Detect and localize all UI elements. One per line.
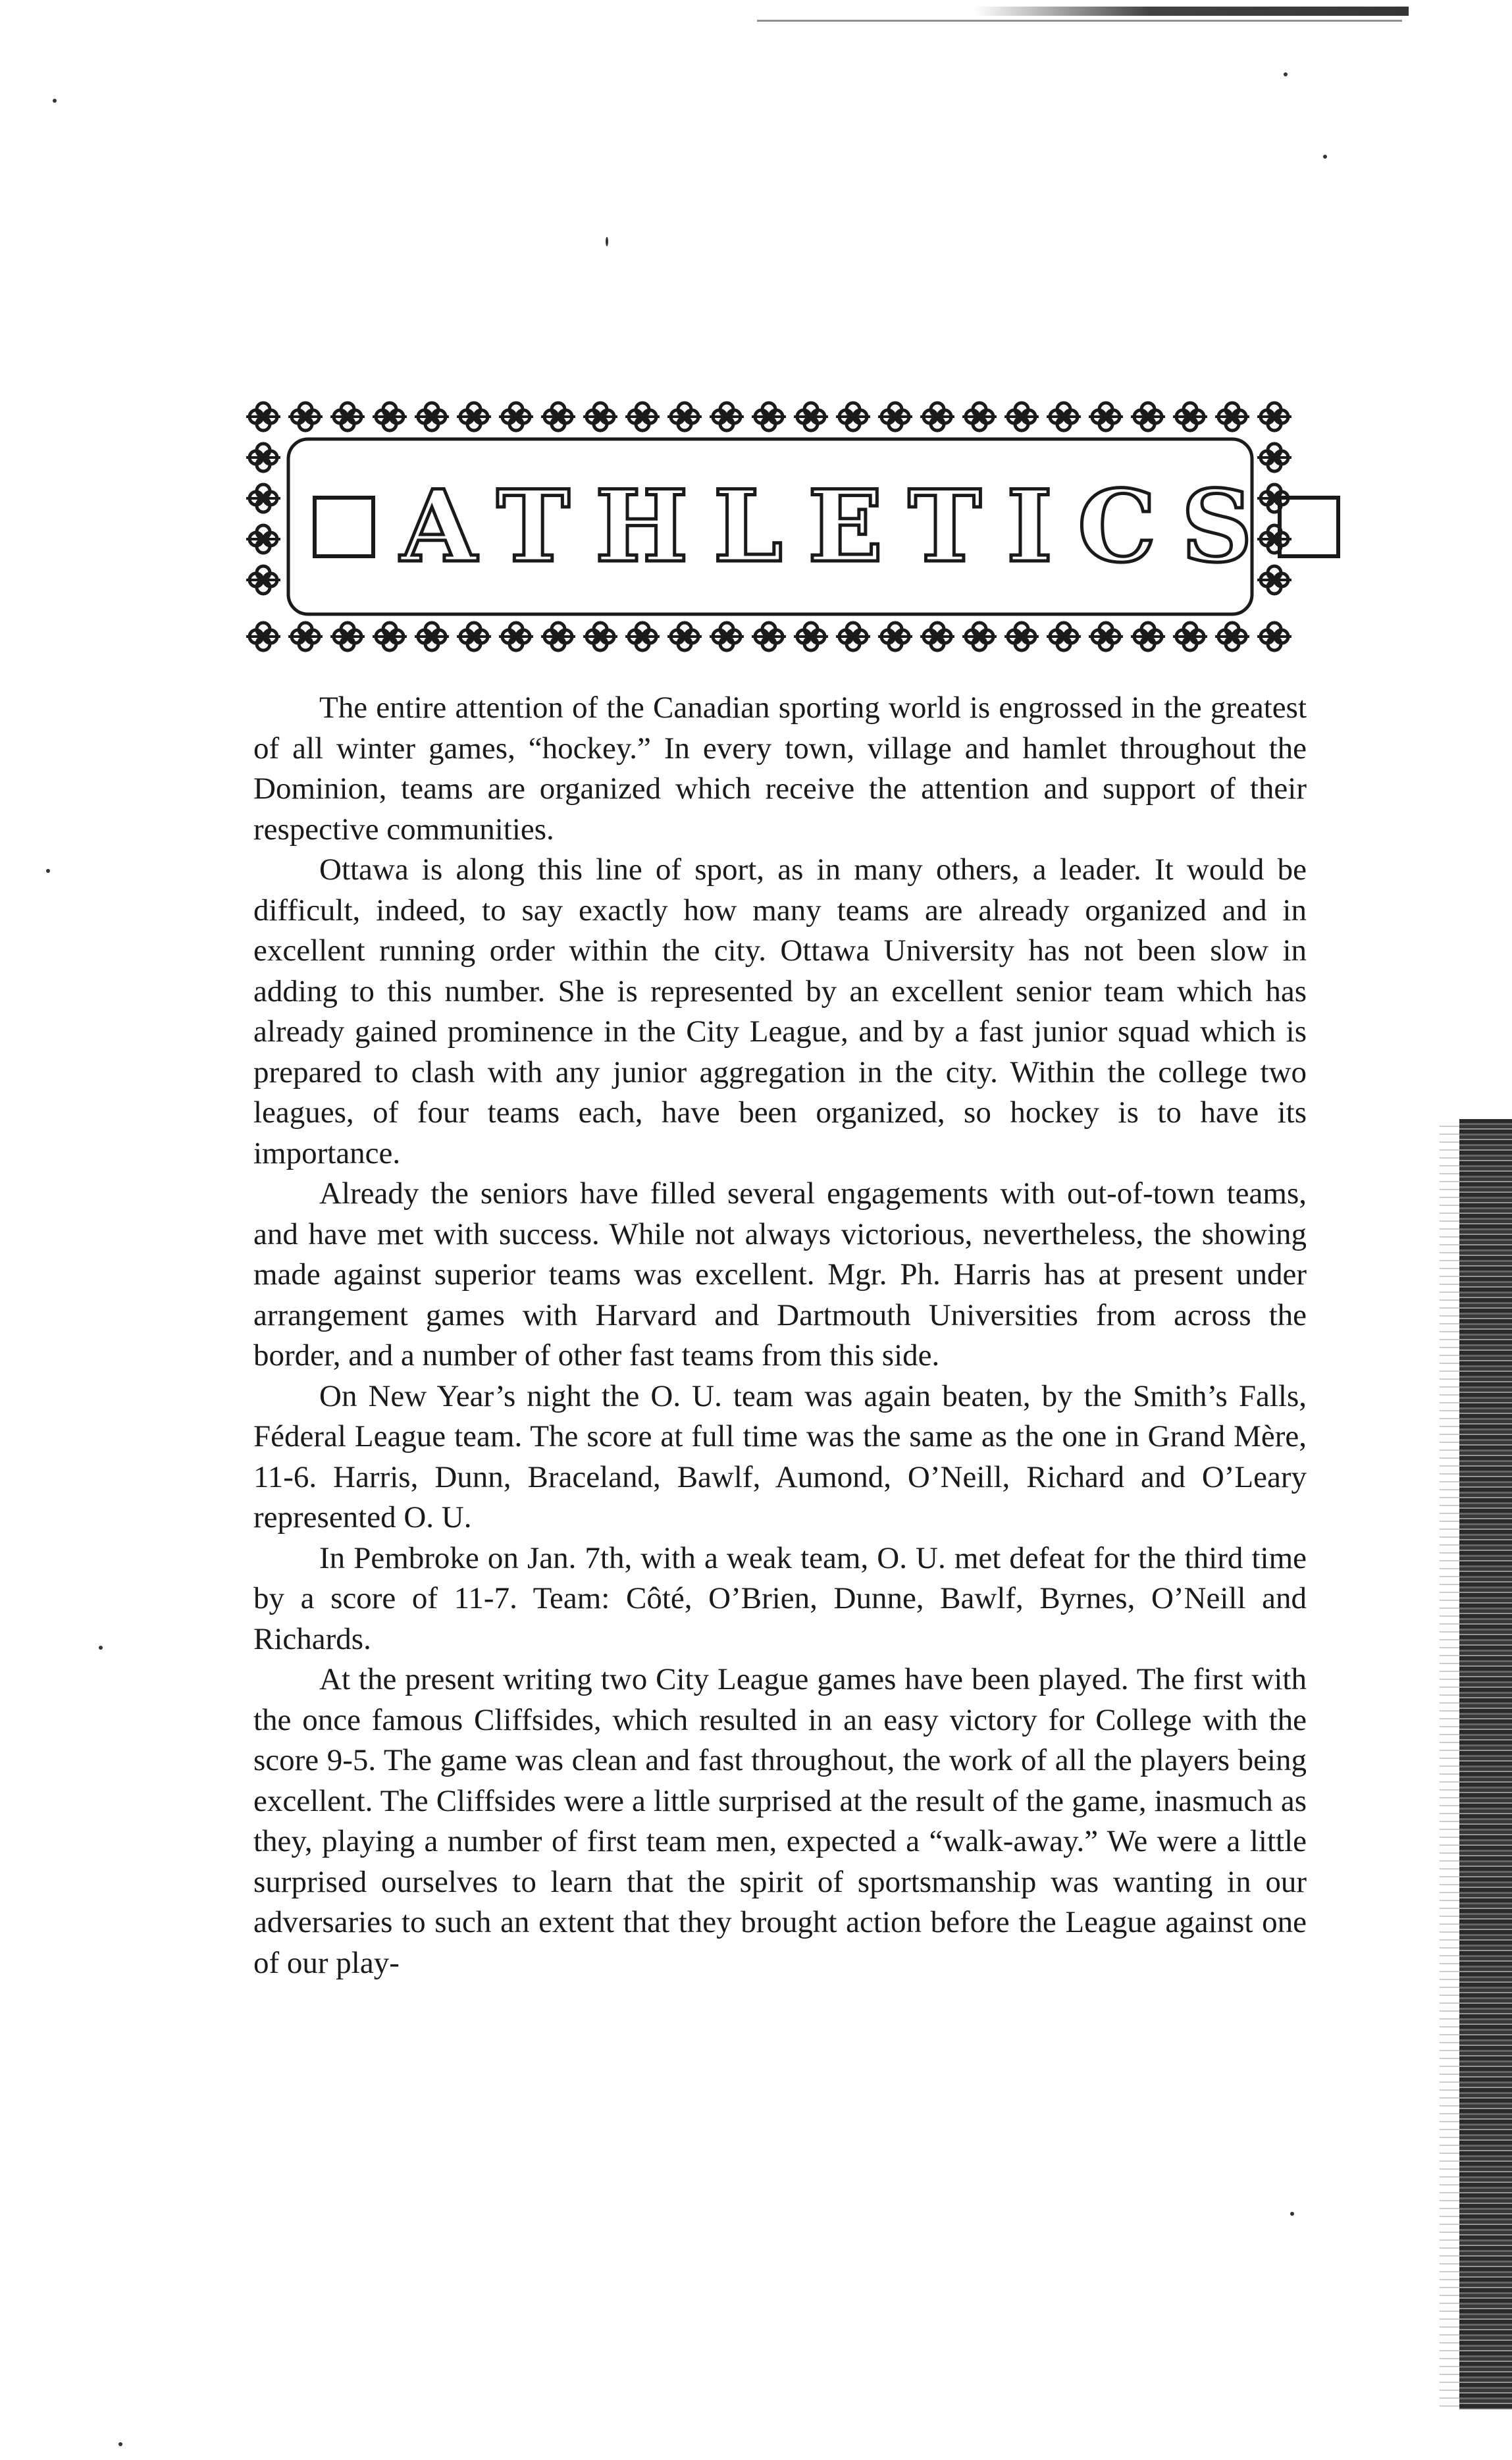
scan-speck [53, 99, 57, 103]
title-box-right-icon [1278, 496, 1340, 558]
paragraph: The entire attention of the Canadian sporting world is engrossed in the greatest of all winter games, “hockey.” In every town, village and hamlet throughout the Dominion, teams are organized which receive the attention and support of their respective communities. [253, 691, 1307, 847]
scan-speck [1290, 2212, 1294, 2216]
title-box-left-icon [313, 496, 375, 558]
scan-speck [99, 1646, 103, 1650]
header-title-row [313, 461, 1278, 592]
scan-speck [1323, 155, 1327, 159]
scan-streak-thin [757, 20, 1402, 22]
scan-streak [974, 7, 1409, 16]
article-body [253, 688, 1307, 1983]
paragraph: In Pembroke on Jan. 7th, with a weak team, O. U. met defeat for the third time by a score of 11-7. Team: Côté, O’Brien, Dunne, Bawlf, Byrnes, O’Neill and Richards. [253, 1540, 1307, 1656]
page-title: ATHLETICS [400, 469, 1278, 585]
paragraph: Already the seniors have filled several engagements with out-of-town teams, and have met with success. While not always victorious, nevertheless, the showing made against superior teams was excellent. Mgr. Ph. Harris has at present under arrangement games with Harvard and Dartmouth Universities from across the border, and a number of other fast teams from this side. [253, 1176, 1307, 1373]
scan-speck [1284, 72, 1288, 76]
paragraph: On New Year’s night the O. U. team was again beaten, by the Smith’s Falls, Féderal League team. The score at full time was the same as the one in Grand Mère, 11-6. Harris, Dunn, Braceland, Bawlf, Aumond, O’Neill, Richard and O’Leary represented O. U. [253, 1378, 1307, 1534]
paragraph: At the present writing two City League games have been played. The first with the once famous Cliffsides, which resulted in an easy victory for College with the score 9-5. The game was clean and fast throughout, the work of all the players being excellent. The Cliffsides were a little surprised at the result of the game, inasmuch as they, playing a number of first team men, expected a “walk-away.” We were a little surprised ourselves to learn that the spirit of sportsmanship was wanting in our adversaries to such an extent that they brought action before the League against one of our play- [253, 1662, 1307, 1980]
scan-speck [606, 237, 608, 246]
paragraph: Ottawa is along this line of sport, as in many others, a leader. It would be difficult, indeed, to say exactly how many teams are already organized and in excellent running order within the city. Ottawa University has not been slow in adding to this number. She is represented by an excellent senior team which has already gained prominence in the City League, and by a fast junior squad which is prepared to clash with any junior aggregation in the city. Within the college two leagues, of four teams each, have been organized, so hockey is to have its importance. [253, 852, 1307, 1170]
scan-edge-noise-light [1440, 1119, 1459, 2409]
scan-speck [46, 869, 50, 873]
scan-edge-noise [1459, 1119, 1512, 2409]
scan-speck [118, 2442, 122, 2446]
